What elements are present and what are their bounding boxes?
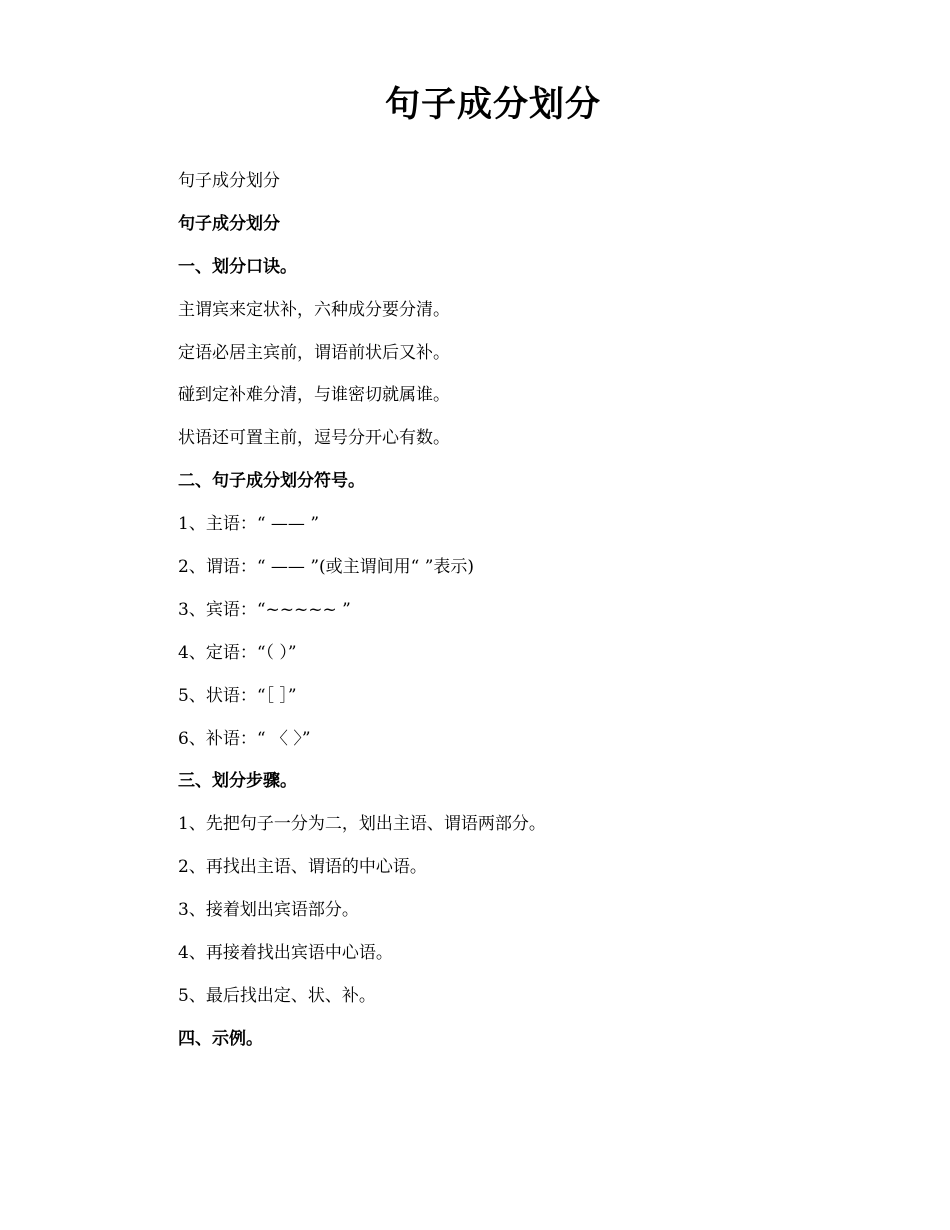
symbol-item: 2、谓语：“ —— ”(或主谓间用“ ”表示) [178,557,475,578]
symbol-item: 5、状语：“［ ］” [178,685,297,706]
symbol-item: 6、补语：“ 〈 〉” [178,728,311,749]
body-line-plain-title: 句子成分划分 [178,171,280,191]
symbol-item: 4、定语：“（ ）” [178,642,297,663]
mnemonic-line: 状语还可置主前，逗号分开心有数。 [178,428,450,449]
step-item: 3、接着划出宾语部分。 [178,900,359,921]
step-item: 2、再找出主语、谓语的中心语。 [178,857,427,878]
mnemonic-line: 定语必居主宾前，谓语前状后又补。 [178,342,450,363]
section-heading-symbols: 二、句子成分划分符号。 [178,471,365,492]
section-heading-steps: 三、划分步骤。 [178,771,297,792]
mnemonic-line: 碰到定补难分清，与谁密切就属谁。 [178,385,450,406]
step-item: 5、最后找出定、状、补。 [178,985,376,1006]
symbol-item: 1、主语：“ —— ” [178,514,320,535]
mnemonic-line: 主谓宾来定状补，六种成分要分清。 [178,299,450,320]
section-heading-mnemonic: 一、划分口诀。 [178,256,297,277]
section-heading-examples: 四、示例。 [178,1028,263,1049]
document-body [178,166,898,1067]
step-item: 1、先把句子一分为二，划出主语、谓语两部分。 [178,814,546,835]
symbol-item: 3、宾语：“~~~~~ ” [178,599,351,620]
page-title: 句子成分划分 [384,85,601,125]
step-item: 4、再接着找出宾语中心语。 [178,943,393,964]
body-line-bold-title: 句子成分划分 [178,213,280,234]
